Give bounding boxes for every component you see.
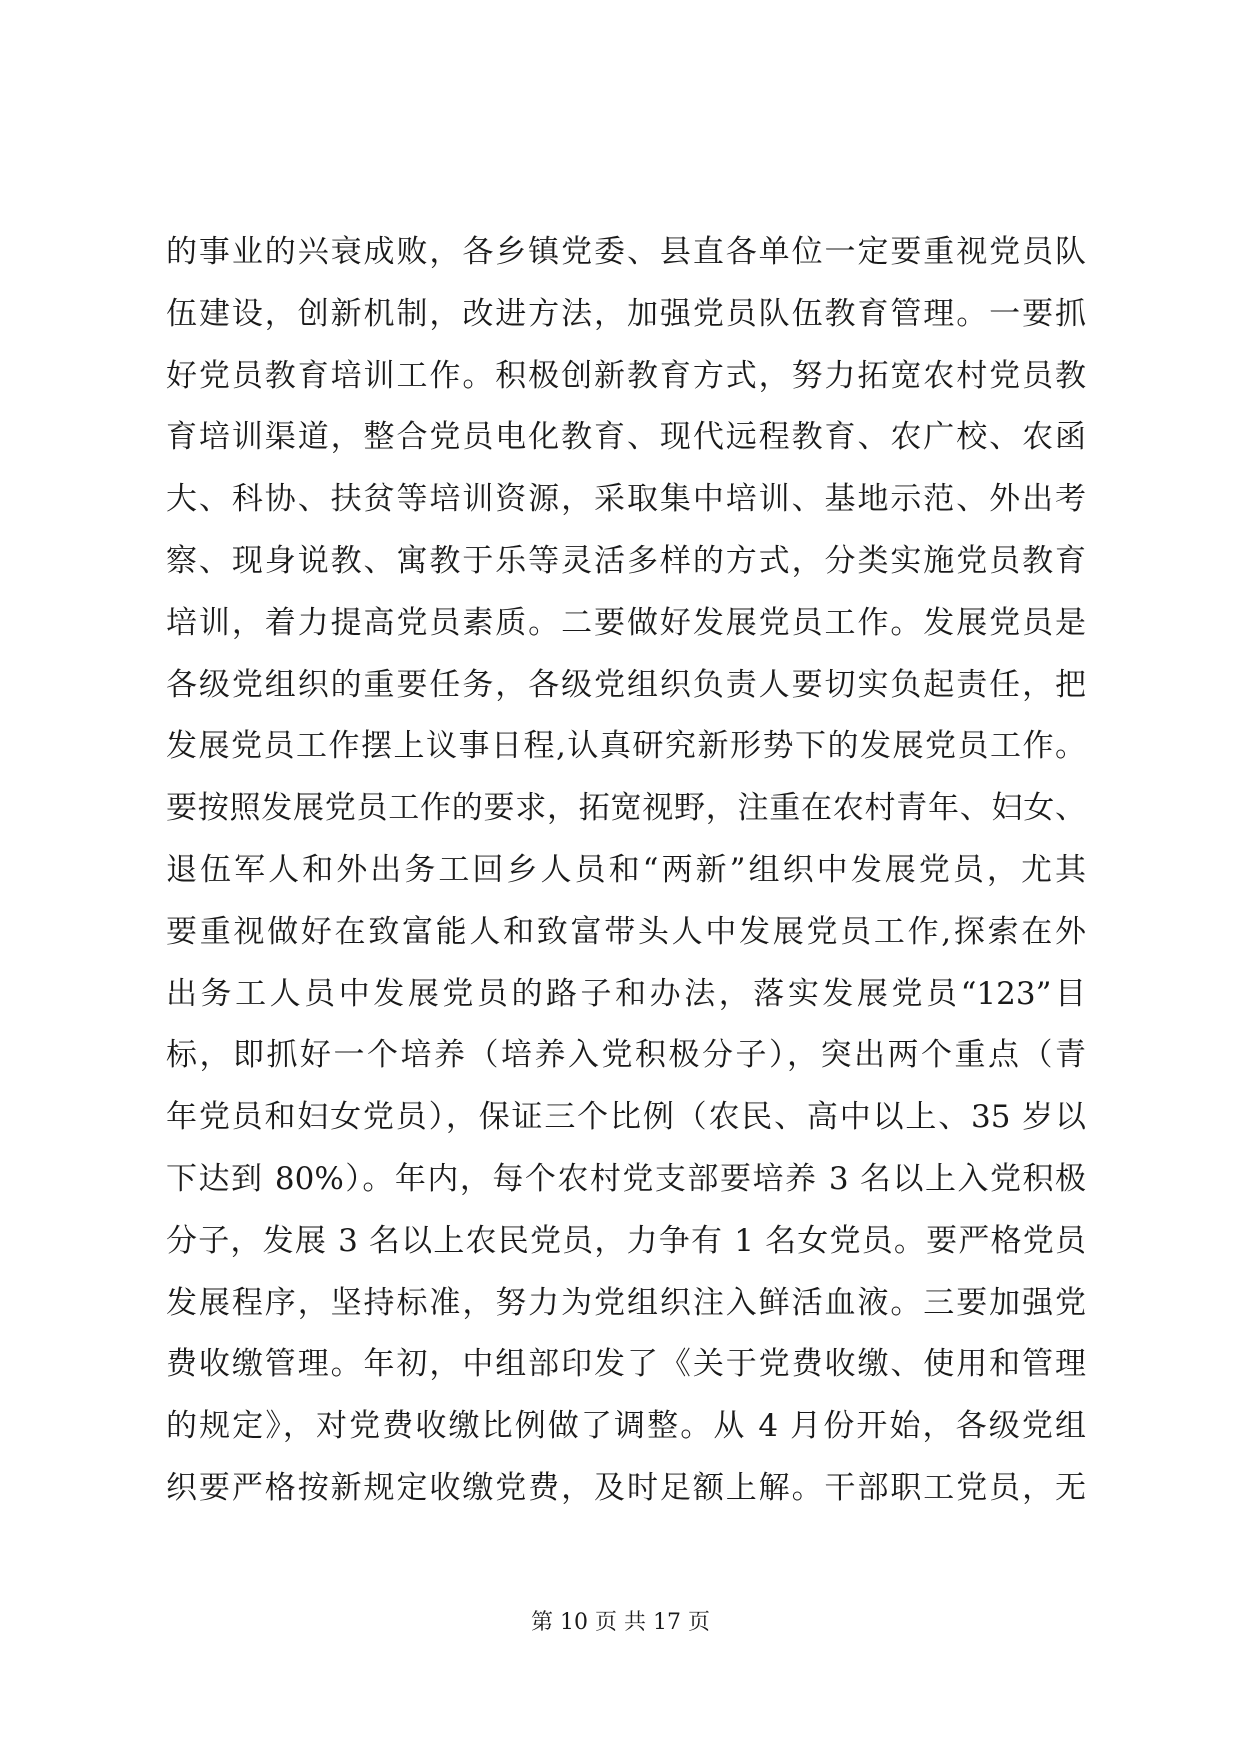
text-line: 培训，着力提高党员素质。二要做好发展党员工作。发展党员是 bbox=[166, 604, 1086, 641]
text-line: 年党员和妇女党员），保证三个比例（农民、高中以上、35 岁以 bbox=[166, 1099, 1086, 1136]
text-line: 要按照发展党员工作的要求，拓宽视野，注重在农村青年、妇女、 bbox=[166, 790, 1086, 827]
text-line: 各级党组织的重要任务，各级党组织负责人要切实负起责任，把 bbox=[166, 666, 1086, 703]
text-line: 织要严格按新规定收缴党费，及时足额上解。干部职工党员，无 bbox=[166, 1469, 1086, 1506]
text-line: 下达到 80%）。年内，每个农村党支部要培养 3 名以上入党积极 bbox=[166, 1160, 1086, 1197]
text-line: 好党员教育培训工作。积极创新教育方式，努力拓宽农村党员教 bbox=[166, 357, 1086, 394]
text-line: 标，即抓好一个培养（培养入党积极分子），突出两个重点（青 bbox=[166, 1037, 1086, 1074]
text-line: 费收缴管理。年初，中组部印发了《关于党费收缴、使用和管理 bbox=[166, 1346, 1086, 1383]
text-line: 育培训渠道，整合党员电化教育、现代远程教育、农广校、农函 bbox=[166, 419, 1086, 456]
text-line: 退伍军人和外出务工回乡人员和“两新”组织中发展党员，尤其 bbox=[166, 851, 1086, 888]
text-line: 发展党员工作摆上议事日程,认真研究新形势下的发展党员工作。 bbox=[166, 728, 1086, 765]
text-line: 出务工人员中发展党员的路子和办法，落实发展党员“123”目 bbox=[166, 975, 1086, 1012]
page-number-footer: 第 10 页 共 17 页 bbox=[531, 1610, 710, 1635]
text-line: 分子，发展 3 名以上农民党员，力争有 1 名女党员。要严格党员 bbox=[166, 1222, 1086, 1259]
text-line: 发展程序，坚持标准，努力为党组织注入鲜活血液。三要加强党 bbox=[166, 1284, 1086, 1321]
text-line: 大、科协、扶贫等培训资源，采取集中培训、基地示范、外出考 bbox=[166, 481, 1086, 518]
text-line: 的事业的兴衰成败，各乡镇党委、县直各单位一定要重视党员队 bbox=[166, 234, 1086, 270]
text-line: 的规定》，对党费收缴比例做了调整。从 4 月份开始，各级党组 bbox=[166, 1408, 1086, 1445]
body-paragraph bbox=[166, 222, 1086, 1520]
text-line: 要重视做好在致富能人和致富带头人中发展党员工作,探索在外 bbox=[166, 913, 1086, 950]
text-line: 察、现身说教、寓教于乐等灵活多样的方式，分类实施党员教育 bbox=[166, 542, 1086, 579]
text-line: 伍建设，创新机制，改进方法，加强党员队伍教育管理。一要抓 bbox=[166, 295, 1086, 332]
